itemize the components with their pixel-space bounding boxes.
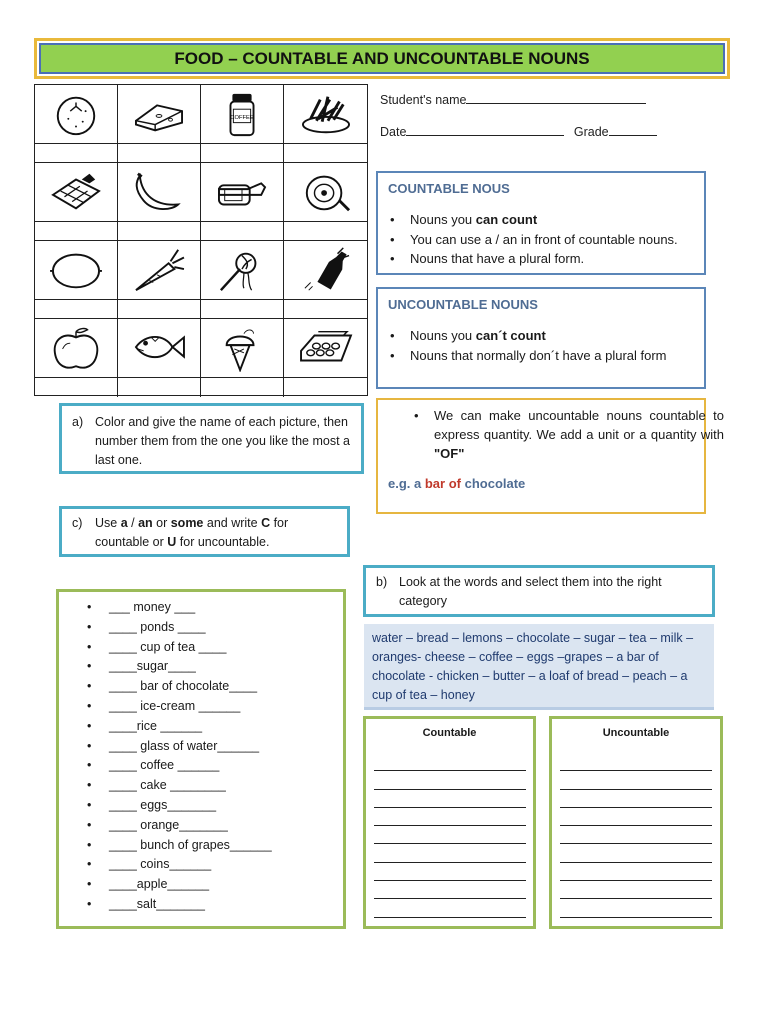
grid-label-cell xyxy=(118,144,201,163)
grid-label-cell xyxy=(201,378,284,397)
apple-picture xyxy=(35,319,118,378)
task-b-box xyxy=(363,565,715,617)
fill-in-item[interactable]: • ____ ice-cream ______ xyxy=(109,697,389,717)
grid-label-cell xyxy=(284,300,367,319)
fill-in-item[interactable]: • ____apple______ xyxy=(109,875,389,895)
task-c-label: c) xyxy=(72,516,83,530)
grid-label-cell xyxy=(35,222,118,241)
grid-label-cell xyxy=(201,144,284,163)
coffee-jar-picture xyxy=(201,85,284,144)
quantity-of-box xyxy=(376,398,724,514)
student-name-field[interactable] xyxy=(380,91,646,107)
countable-rule-2: • You can use a / an in front of countable nouns. xyxy=(410,230,730,250)
task-a-box xyxy=(59,403,364,474)
chocolate-picture xyxy=(35,163,118,222)
countable-column-box xyxy=(363,716,536,929)
fill-in-item[interactable]: • ____rice ______ xyxy=(109,717,389,737)
quantity-of-rule: • We can make uncountable nouns countable to express quantity. We add a unit or a quantity with "OF" xyxy=(434,406,724,463)
fill-in-item[interactable]: • ____ glass of water______ xyxy=(109,737,389,757)
task-b-instructions: Look at the words and select them into the right category xyxy=(399,575,662,608)
fill-in-item[interactable]: • ____sugar____ xyxy=(109,657,389,677)
student-name-blank[interactable] xyxy=(466,91,646,104)
fries-picture xyxy=(284,85,367,144)
spaghetti-fork-picture xyxy=(201,241,284,300)
grid-label-cell xyxy=(201,222,284,241)
fill-in-item[interactable]: • ____ ponds ____ xyxy=(109,618,389,638)
page-title: FOOD – COUNTABLE AND UNCOUNTABLE NOUNS xyxy=(39,43,725,74)
countable-rule-1: • Nouns you can count xyxy=(410,210,730,230)
fill-in-item[interactable]: • ____ orange_______ xyxy=(109,816,389,836)
orange-picture xyxy=(35,85,118,144)
uncountable-rule-2: • Nouns that normally don´t have a plural form xyxy=(410,346,730,366)
ham-picture xyxy=(284,163,367,222)
countable-column-heading: Countable xyxy=(422,727,477,739)
grid-label-cell xyxy=(118,300,201,319)
cola-bottle-picture xyxy=(284,241,367,300)
grade-label: Grade xyxy=(573,125,609,139)
countable-rules-box xyxy=(376,171,706,275)
uncountable-rules-box xyxy=(376,287,706,389)
fill-in-item[interactable]: • ____ eggs_______ xyxy=(109,796,389,816)
task-c-instructions: Use a / an or some and write C for countable or U for uncountable. xyxy=(95,516,289,549)
uncountable-column-heading: Uncountable xyxy=(602,727,670,739)
grid-label-cell xyxy=(118,378,201,397)
fill-in-item[interactable]: • ____ coins______ xyxy=(109,855,389,875)
grid-label-cell xyxy=(284,144,367,163)
fill-in-item[interactable]: • ____ bar of chocolate____ xyxy=(109,677,389,697)
banana-picture xyxy=(118,163,201,222)
fish-picture xyxy=(118,319,201,378)
fill-in-item[interactable]: • ____salt_______ xyxy=(109,895,389,915)
egg-carton-picture xyxy=(284,319,367,378)
date-field[interactable] xyxy=(380,123,657,139)
date-label: Date xyxy=(380,125,407,139)
task-b-label: b) xyxy=(376,575,388,589)
ice-cream-picture xyxy=(201,319,284,378)
grid-label-cell xyxy=(35,378,118,397)
fill-in-item[interactable]: • ____ bunch of grapes______ xyxy=(109,836,389,856)
example-sentence: e.g. a bar of chocolate xyxy=(388,476,526,491)
fill-in-item[interactable]: • ____ coffee ______ xyxy=(109,756,389,776)
carrot-picture xyxy=(118,241,201,300)
fill-in-item[interactable]: • ___ money ___ xyxy=(109,598,389,618)
countable-rule-3: • Nouns that have a plural form. xyxy=(410,249,730,269)
ketchup-bottle-picture xyxy=(201,163,284,222)
task-a-instructions: Color and give the name of each picture, then number them from the one you like the most a last one. xyxy=(95,415,350,467)
fill-in-exercise-box xyxy=(56,589,346,929)
grid-label-cell xyxy=(35,144,118,163)
countable-heading: COUNTABLE NOUS xyxy=(388,181,510,196)
grid-label-cell xyxy=(118,222,201,241)
countable-answer-lines[interactable] xyxy=(374,753,526,918)
grid-label-cell xyxy=(284,378,367,397)
task-c-box xyxy=(59,506,350,557)
grid-label-cell xyxy=(201,300,284,319)
word-bank: water – bread – lemons – chocolate – sugar – tea – milk – oranges- cheese – coffee – eggs –grapes – a bar of chocolate - chicken – butter – a loaf of bread – peach – a cup of tea – honey xyxy=(364,624,714,710)
date-blank[interactable] xyxy=(406,123,564,136)
picture-grid xyxy=(34,84,368,396)
svg-text:COFFEE: COFFEE xyxy=(230,114,254,121)
grid-label-cell xyxy=(35,300,118,319)
uncountable-answer-lines[interactable] xyxy=(560,753,712,918)
fill-in-item[interactable]: • ____ cup of tea ____ xyxy=(109,638,389,658)
cheese-picture xyxy=(118,85,201,144)
grid-label-cell xyxy=(284,222,367,241)
task-a-label: a) xyxy=(72,415,84,429)
student-name-label: Student's name xyxy=(380,93,467,107)
uncountable-heading: UNCOUNTABLE NOUNS xyxy=(388,297,538,312)
fill-in-item[interactable]: • ____ cake ________ xyxy=(109,776,389,796)
uncountable-column-box xyxy=(549,716,723,929)
uncountable-rule-1: • Nouns you can´t count xyxy=(410,326,730,346)
lemon-picture xyxy=(35,241,118,300)
grade-blank[interactable] xyxy=(609,123,657,136)
